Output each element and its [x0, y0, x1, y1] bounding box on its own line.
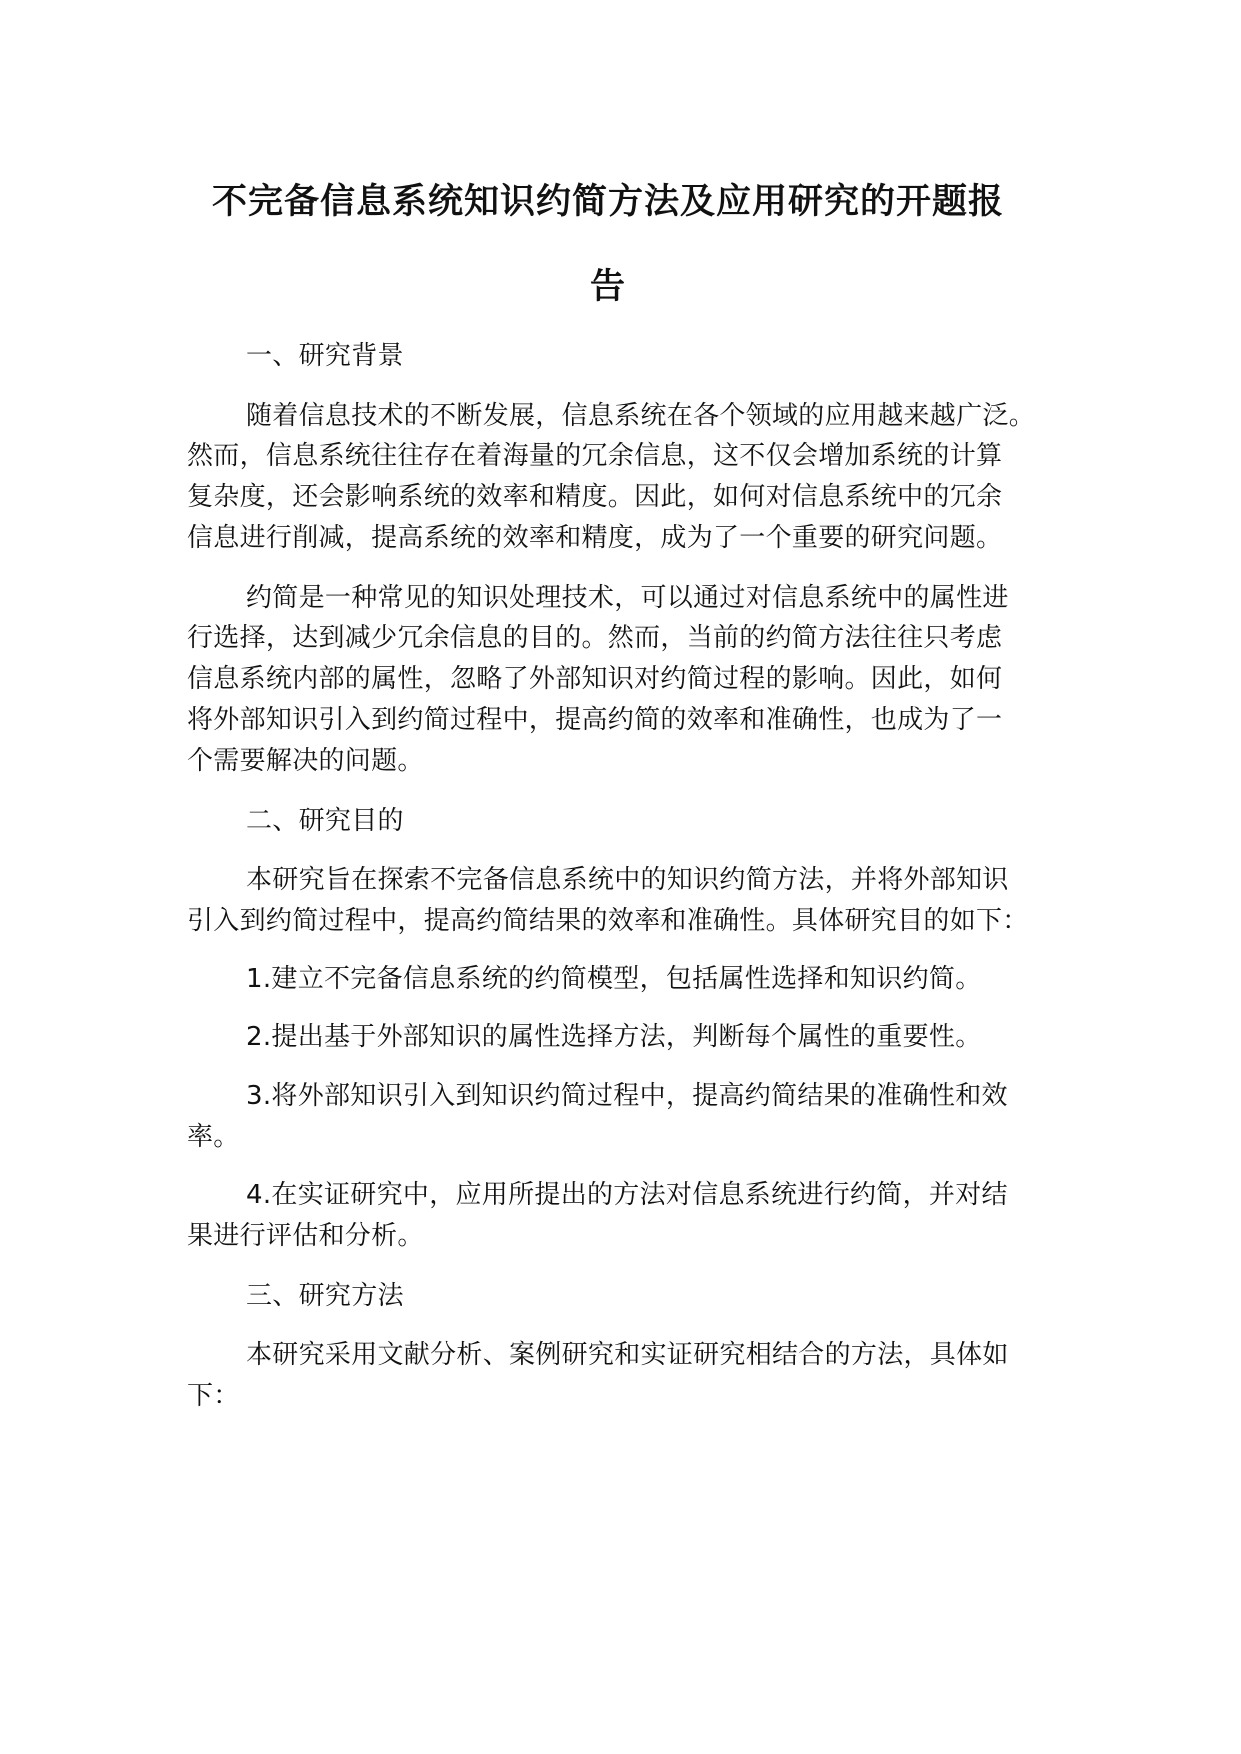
- paragraph-line: 引入到约简过程中，提高约简结果的效率和准确性。具体研究目的如下：: [187, 906, 1029, 936]
- paragraph-line: 随着信息技术的不断发展，信息系统在各个领域的应用越来越广泛。: [246, 401, 1036, 431]
- paragraph-line: 个需要解决的问题。: [187, 746, 424, 776]
- section-heading-method: 三、研究方法: [246, 1281, 404, 1311]
- paragraph-line: 复杂度，还会影响系统的效率和精度。因此，如何对信息系统中的冗余: [187, 482, 1003, 512]
- paragraph-line: 行选择，达到减少冗余信息的目的。然而，当前的约简方法往往只考虑: [187, 623, 1003, 653]
- paragraph-line: 本研究采用文献分析、案例研究和实证研究相结合的方法，具体如: [246, 1340, 1009, 1370]
- title-line-2: 告: [589, 267, 626, 307]
- paragraph-line: 信息系统内部的属性，忽略了外部知识对约简过程的影响。因此，如何: [187, 664, 1003, 694]
- list-item-continuation: 果进行评估和分析。: [187, 1221, 424, 1251]
- list-item-continuation: 率。: [187, 1122, 240, 1152]
- paragraph-line: 信息进行削减，提高系统的效率和精度，成为了一个重要的研究问题。: [187, 523, 1003, 553]
- paragraph-line: 下：: [187, 1381, 240, 1411]
- paragraph-line: 然而，信息系统往往存在着海量的冗余信息，这不仅会增加系统的计算: [187, 441, 1003, 471]
- paragraph-line: 将外部知识引入到约简过程中，提高约简的效率和准确性，也成为了一: [187, 705, 1003, 735]
- section-heading-purpose: 二、研究目的: [246, 806, 404, 836]
- section-heading-background: 一、研究背景: [246, 341, 404, 371]
- list-item: 2.提出基于外部知识的属性选择方法，判断每个属性的重要性。: [246, 1022, 982, 1052]
- title-line-1: 不完备信息系统知识约简方法及应用研究的开题报: [211, 182, 1004, 222]
- list-item: 3.将外部知识引入到知识约简过程中，提高约简结果的准确性和效: [246, 1081, 1008, 1111]
- list-item: 1.建立不完备信息系统的约简模型，包括属性选择和知识约简。: [246, 964, 982, 994]
- paragraph-line: 本研究旨在探索不完备信息系统中的知识约简方法，并将外部知识: [246, 865, 1009, 895]
- paragraph-line: 约简是一种常见的知识处理技术，可以通过对信息系统中的属性进: [246, 583, 1009, 613]
- list-item: 4.在实证研究中，应用所提出的方法对信息系统进行约简，并对结: [246, 1180, 1008, 1210]
